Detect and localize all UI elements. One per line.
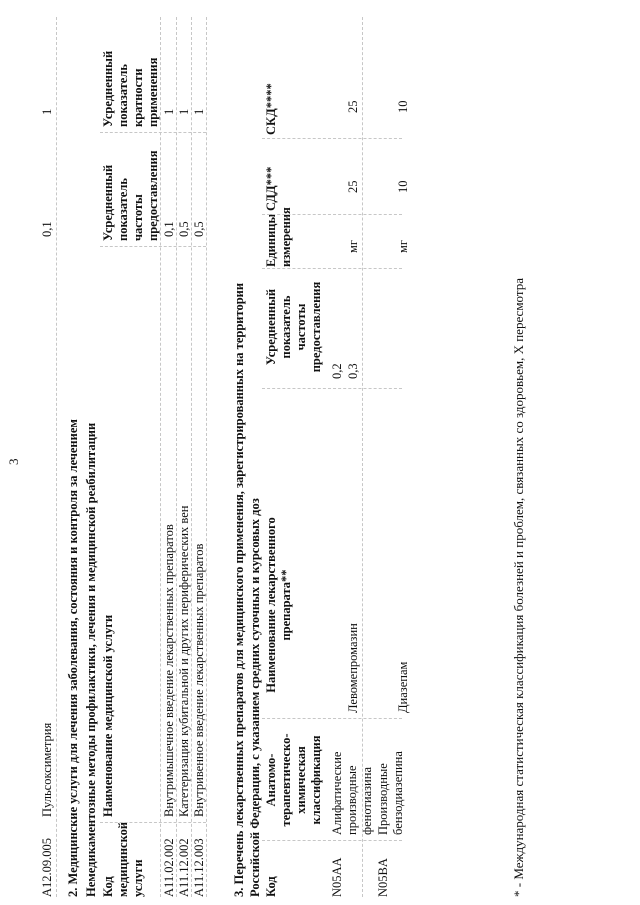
s2-header-code: Код медицинской услуги	[101, 821, 145, 897]
s3-row2-sdd: 10	[396, 180, 410, 193]
s3-row2-code: N05BA	[376, 858, 390, 897]
footnote: * - Международная статистическая классификация болезней и проблем, связанных со здоровьем, X пересмотра	[511, 278, 526, 897]
s2-row1-mult: 1	[162, 108, 176, 115]
s2-row3-name: Внутривенное введение лекарственных препаратов	[192, 543, 206, 817]
section2-title: 2. Медицинские услуги для лечения заболевания, состояния и контроля за лечением	[66, 419, 80, 897]
s3-row1-sdd: 25	[346, 180, 360, 193]
s2-row2-name: Катетеризация кубитальной и других периферических вен	[177, 505, 191, 817]
s3-row1-skd: 25	[346, 100, 360, 113]
divider	[160, 17, 161, 897]
s3-header-freq: Усредненный показатель частоты предоставления	[264, 281, 323, 373]
section3-title: 3. Перечень лекарственных препаратов для медицинского применения, зарегистрированных на территории	[232, 282, 246, 897]
s3-row1-atc: Алифатические производные фенотиазина	[330, 751, 374, 835]
s3-row2-atc: Производные бензодиазепина	[376, 751, 405, 835]
s3-header-code: Код	[264, 876, 278, 897]
divider	[56, 17, 57, 897]
divider	[262, 718, 402, 719]
s3-row2-skd: 10	[396, 100, 410, 113]
pulse-code: A12.09.005	[40, 837, 54, 897]
s3-header-sdd: СДД***	[264, 166, 278, 211]
s2-row1-freq: 0,1	[162, 221, 176, 237]
s3-header-atc: Анатомо-терапевтическо-химическая классификация	[264, 733, 323, 827]
s3-header-unit: Единицы измерения	[264, 207, 293, 267]
s2-row2-freq: 0,5	[177, 221, 191, 237]
s3-header-skd: СКД****	[264, 83, 278, 135]
s3-row1-code: N05AA	[330, 857, 344, 897]
s2-row2-mult: 1	[177, 108, 191, 115]
s2-row3-mult: 1	[192, 108, 206, 115]
divider	[262, 388, 402, 389]
section3-title-line2: Российской Федерации, с указанием средних суточных и курсовых доз	[248, 498, 262, 897]
page-number: 3	[6, 458, 21, 465]
s3-row1-freq: 0,2	[330, 363, 344, 379]
s3-row1-unit: мг	[346, 239, 360, 253]
s3-row2-drug: Диазепам	[396, 661, 410, 713]
divider	[262, 268, 402, 269]
s2-row3-code: A11.12.003	[192, 838, 206, 897]
s2-header-mult: Усредненный показатель кратности применения	[101, 50, 160, 127]
divider	[262, 138, 402, 139]
s2-row2-code: A11.12.002	[177, 838, 191, 897]
s3-row1-drug-freq: 0,3	[346, 363, 360, 379]
s2-row1-code: A11.02.002	[162, 838, 176, 897]
divider	[362, 17, 363, 897]
divider	[206, 17, 207, 897]
s2-header-freq: Усредненный показатель частоты предоставления	[101, 150, 160, 241]
s2-row3-freq: 0,5	[192, 221, 206, 237]
s2-row1-name: Внутримышечное введение лекарственных препаратов	[162, 524, 176, 817]
s2-header-name: Наименование медицинской услуги	[101, 614, 115, 817]
pulse-freq: 0,1	[40, 221, 54, 237]
pulse-mult: 1	[40, 108, 54, 115]
s3-header-name: Наименование лекарственного препарата**	[264, 517, 293, 693]
pulse-name: Пульсоксиметрия	[40, 722, 54, 817]
divider	[262, 840, 402, 841]
s3-row2-unit: мг	[396, 239, 410, 253]
s3-row1-drug: Левомепромазин	[346, 623, 360, 713]
section2-subtitle: Немедикаментозные методы профилактики, лечения и медицинской реабилитации	[84, 422, 98, 897]
divider	[262, 214, 402, 215]
